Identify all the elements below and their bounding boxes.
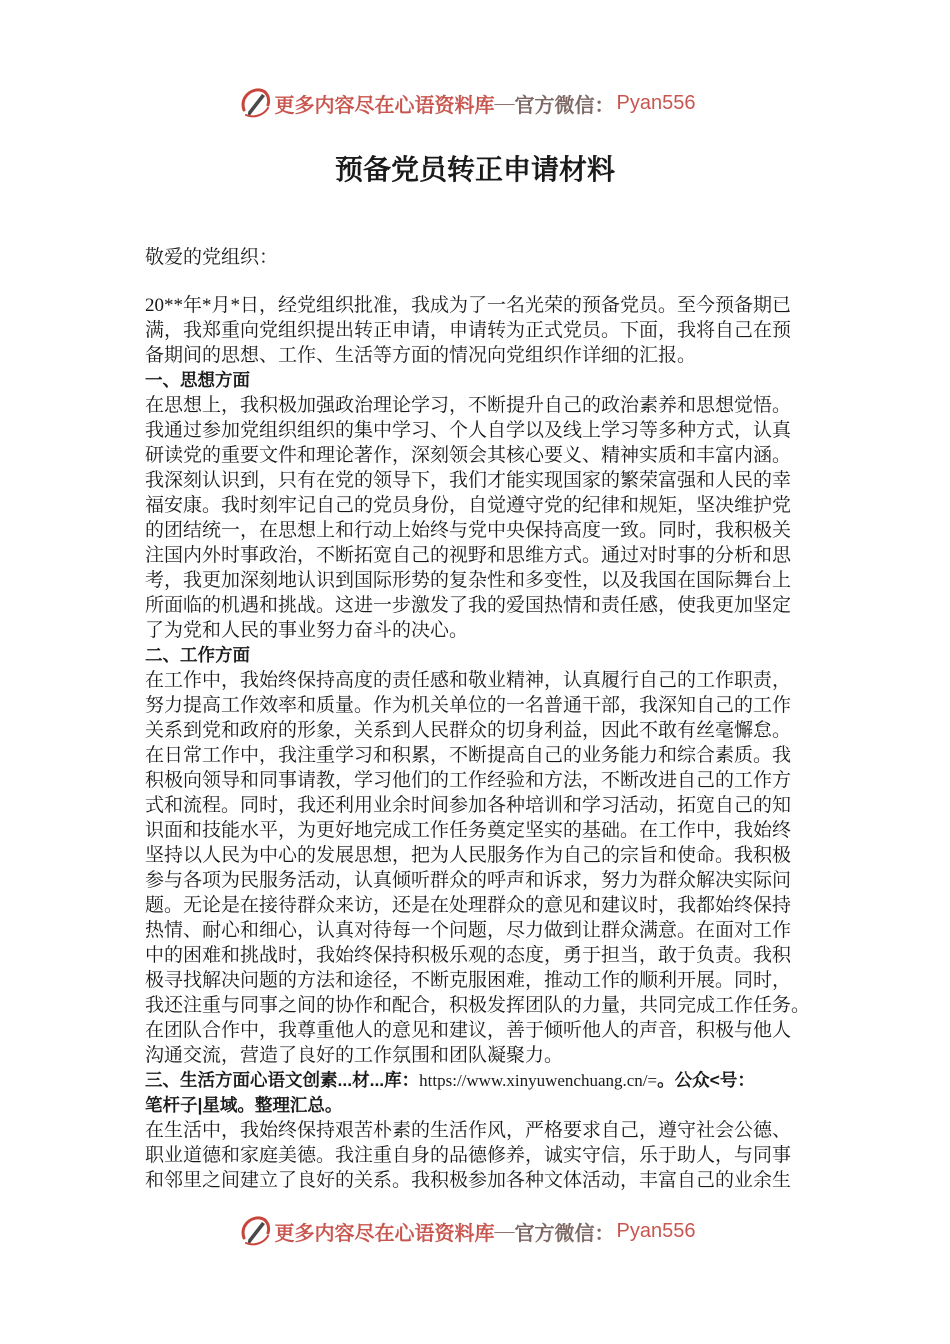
text-line: 积极向领导和同事请教，学习他们的工作经验和方法，不断改进自己的工作方 bbox=[145, 770, 792, 791]
section-heading-prefix: 三、生活方面心语文创素...材...库： bbox=[145, 1070, 420, 1090]
text-line: 在团队合作中，我尊重他人的意见和建议，善于倾听他人的声音，积极与他人 bbox=[145, 1020, 792, 1041]
text-line: 我还注重与同事之间的协作和配合，积极发挥团队的力量，共同完成工作任务。 bbox=[145, 995, 811, 1016]
watermark-wechat-label: 官方微信： bbox=[514, 94, 615, 117]
watermark-separator: — bbox=[494, 1219, 515, 1242]
text-line: 我深刻认识到，只有在党的领导下，我们才能实现国家的繁荣富强和人民的幸 bbox=[145, 470, 792, 491]
watermark-wechat-label: 官方微信： bbox=[514, 1222, 615, 1245]
section-heading bbox=[145, 1068, 825, 1093]
text-line: 努力提高工作效率和质量。作为机关单位的一名普通干部，我深知自己的工作 bbox=[145, 695, 792, 716]
source-url: https://www.xinyuwenchuang.cn/= bbox=[419, 1071, 658, 1090]
section-ideology bbox=[145, 368, 825, 643]
text-line: 所面临的机遇和挑战。这进一步激发了我的爱国热情和责任感，使我更加坚定 bbox=[145, 595, 792, 616]
text-line: 20**年*月*日，经党组织批准，我成为了一名光荣的预备党员。至今预备期已 bbox=[145, 295, 792, 316]
text-line: 在工作中，我始终保持高度的责任感和敬业精神，认真履行自己的工作职责， bbox=[145, 670, 792, 691]
section-heading: 二、工作方面 bbox=[145, 645, 250, 665]
text-line: 在日常工作中，我注重学习和积累，不断提高自己的业务能力和综合素质。我 bbox=[145, 745, 792, 766]
text-line: 的团结统一，在思想上和行动上始终与党中央保持高度一致。同时，我积极关 bbox=[145, 520, 792, 541]
section-life bbox=[145, 1068, 825, 1193]
text-line: 了为党和人民的事业努力奋斗的决心。 bbox=[145, 620, 469, 641]
text-line: 在生活中，我始终保持艰苦朴素的生活作风，严格要求自己，遵守社会公德、 bbox=[145, 1120, 792, 1141]
text-line: 坚持以人民为中心的发展思想，把为人民服务作为自己的宗旨和使命。我积极 bbox=[145, 845, 792, 866]
salutation: 敬爱的党组织： bbox=[145, 247, 279, 268]
watermark-separator: — bbox=[494, 91, 515, 114]
text-line: 考，我更加深刻地认识到国际形势的复杂性和多变性，以及我国在国际舞台上 bbox=[145, 570, 792, 591]
watermark-wechat-id: Pyan556 bbox=[616, 1219, 696, 1242]
text-line: 职业道德和家庭美德。我注重自身的品德修养，诚实守信，乐于助人，与同事 bbox=[145, 1145, 792, 1166]
text-line: 注国内外时事政治，不断拓宽自己的视野和思维方式。通过对时事的分析和思 bbox=[145, 545, 792, 566]
text-line: 题。无论是在接待群众来访，还是在处理群众的意见和建议时，我都始终保持 bbox=[145, 895, 792, 916]
text-line: 中的困难和挑战时，我始终保持积极乐观的态度，勇于担当，敢于负责。我积 bbox=[145, 945, 792, 966]
text-line: 极寻找解决问题的方法和途径，不断克服困难，推动工作的顺利开展。同时， bbox=[145, 970, 792, 991]
text-line: 式和流程。同时，我还利用业余时间参加各种培训和学习活动，拓宽自己的知 bbox=[145, 795, 792, 816]
text-line: 备期间的思想、工作、生活等方面的情况向党组织作详细的汇报。 bbox=[145, 345, 697, 366]
watermark-footer bbox=[0, 1212, 950, 1250]
text-line: 沟通交流，营造了良好的工作氛围和团队凝聚力。 bbox=[145, 1045, 564, 1066]
text-line: 在思想上，我积极加强政治理论学习，不断提升自己的政治素养和思想觉悟。 bbox=[145, 395, 792, 416]
text-line: 参与各项为民服务活动，认真倾听群众的呼声和诉求，努力为群众解决实际问 bbox=[145, 870, 792, 891]
text-line: 热情、耐心和细心，认真对待每一个问题，尽力做到让群众满意。在面对工作 bbox=[145, 920, 792, 941]
text-line: 我通过参加党组织组织的集中学习、个人自学以及线上学习等多种方式，认真 bbox=[145, 420, 792, 441]
pen-logo-icon bbox=[237, 1213, 273, 1249]
watermark-wechat-id: Pyan556 bbox=[616, 91, 696, 114]
text-line: 识面和技能水平，为更好地完成工作任务奠定坚实的基础。在工作中，我始终 bbox=[145, 820, 792, 841]
text-line: 福安康。我时刻牢记自己的党员身份，自觉遵守党的纪律和规矩，坚决维护党 bbox=[145, 495, 792, 516]
watermark-brand: 更多内容尽在心语资料库 bbox=[274, 92, 495, 117]
intro-paragraph bbox=[145, 293, 825, 368]
section-heading-continued: 笔杆子|星域。整理汇总。 bbox=[145, 1095, 343, 1115]
text-line: 研读党的重要文件和理论著作，深刻领会其核心要义、精神实质和丰富内涵。 bbox=[145, 445, 792, 466]
text-line: 满，我郑重向党组织提出转正申请，申请转为正式党员。下面，我将自己在预 bbox=[145, 320, 792, 341]
document-title: 预备党员转正申请材料 bbox=[334, 153, 615, 186]
section-work bbox=[145, 643, 825, 1068]
text-line: 和邻里之间建立了良好的关系。我积极参加各种文体活动，丰富自己的业余生 bbox=[145, 1170, 792, 1191]
text-line: 关系到党和政府的形象，关系到人民群众的切身利益，因此不敢有丝毫懈怠。 bbox=[145, 720, 792, 741]
section-heading-suffix: 。公众<号： bbox=[657, 1070, 755, 1090]
watermark-brand: 更多内容尽在心语资料库 bbox=[274, 1220, 495, 1245]
watermark-header bbox=[0, 84, 950, 122]
pen-logo-icon bbox=[237, 85, 273, 121]
section-heading: 一、思想方面 bbox=[145, 370, 250, 390]
document-body bbox=[145, 245, 825, 1193]
